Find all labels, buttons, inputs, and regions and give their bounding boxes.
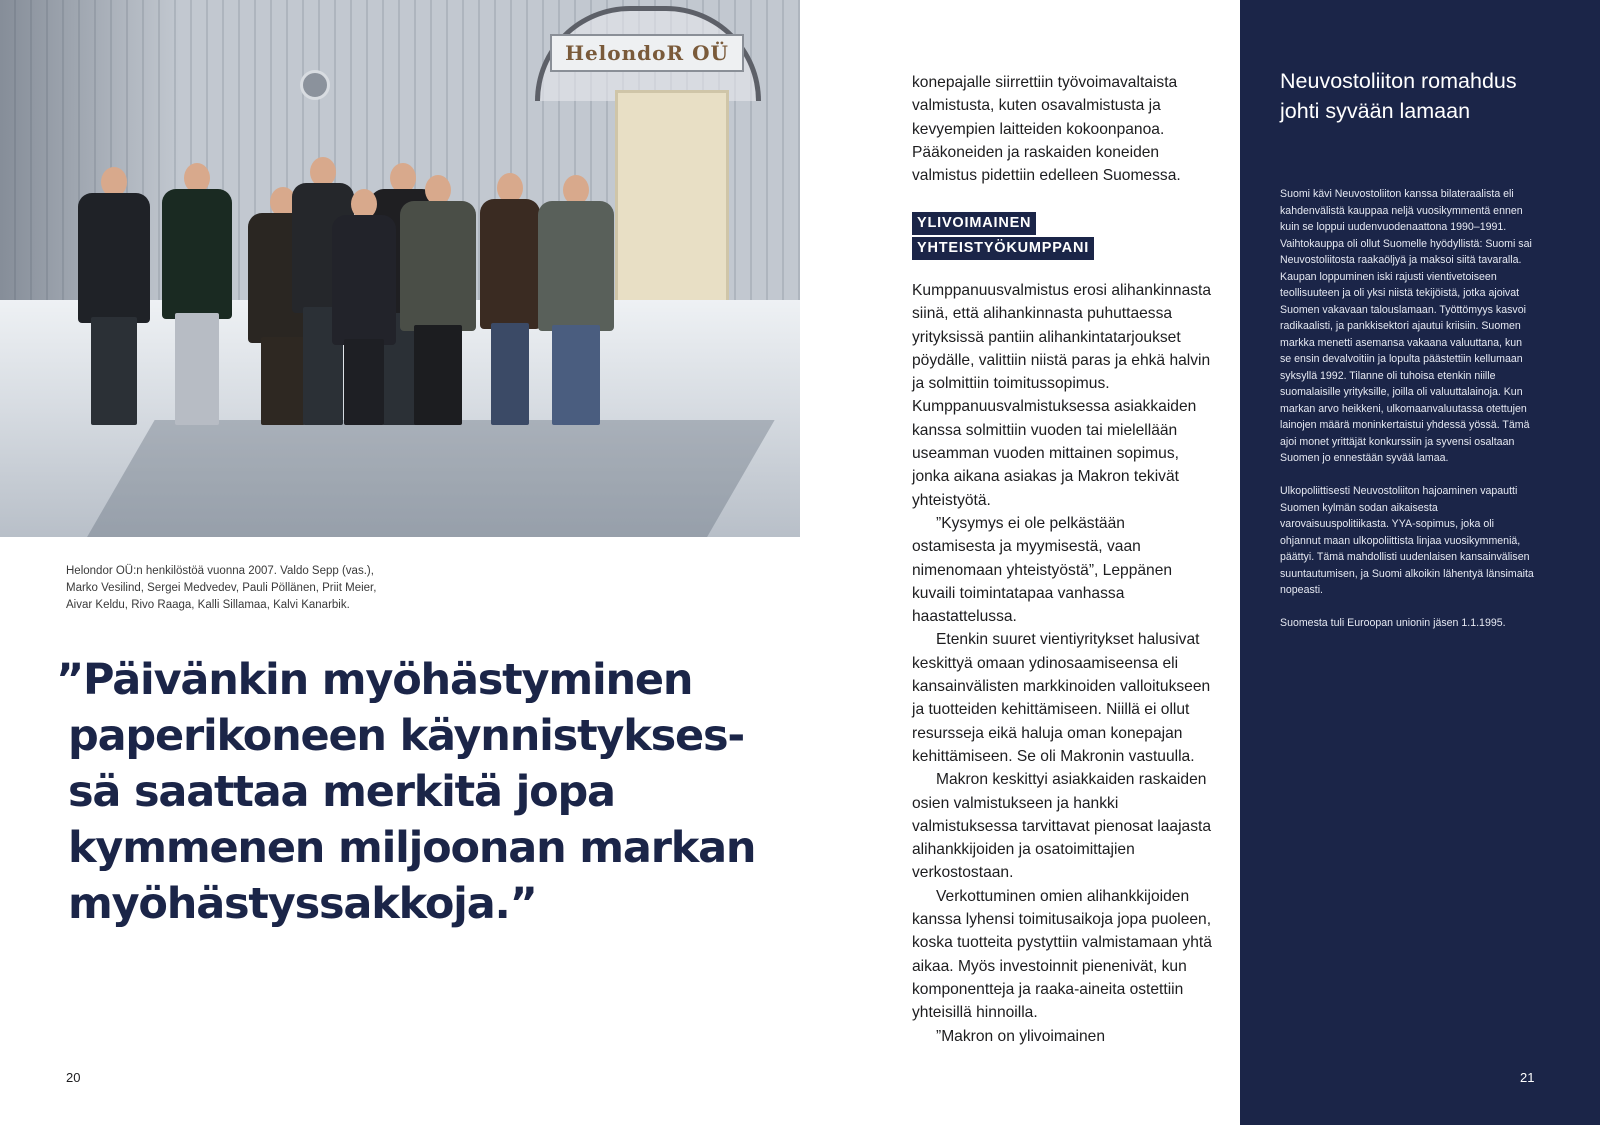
info-sidebar [1240, 0, 1600, 1125]
sidebar-title: Neuvostoliiton romahdus johti syvään lamaan [1280, 69, 1517, 123]
section-heading-line: YLIVOIMAINEN [912, 212, 1036, 235]
sidebar-paragraph: Suomesta tuli Euroopan unionin jäsen 1.1.1995. [1280, 617, 1506, 629]
body-paragraph: Makron keskittyi asiakkaiden raskaiden osien valmistukseen ja hankki valmistuksessa tarvittavat pienosat laajasta alihankkijoiden ja osatoimittajien verkostostaan. [912, 771, 1212, 882]
sidebar-paragraph: Ulkopoliittisesti Neuvostoliiton hajoaminen vapautti Suomen kylmän sodan aikaisesta varovaisuuspolitiikasta. YYA-sopimus, joka oli ohjannut maan ulkopoliittista linjaa vuosikymmeniä, päättyi. Tämä mahdollisti uudenlaisen kansainvälisen suuntautumisen, ja Suomi alkoikin lähentyä länsimaita nopeasti. [1280, 485, 1534, 596]
person [162, 163, 232, 425]
sidebar-paragraph: Suomi kävi Neuvostoliiton kanssa bilateraalista eli kahdenvälistä kauppaa neljä vuosikymmentä ennen kuin se loppui uudenvuodenaattona 1990–1991. Vaihtokauppa oli ollut Suomelle hyödyllistä: Suomi sai Neuvostoliitosta raakaöljyä ja maksoi siitä tavaralla. Kaupan loppuminen iski rajusti vientivetoiseen teollisuuteen ja oli yksi niistä tekijöistä, jotka ajoivat Suomen vakavaan talouslamaan. Työttömyys kasvoi radikaalisti, ja pankkisektori ajautui kriisiin. Suomen markka menetti asemansa vakaana valuuttana, kun se ensin devalvoitiin ja lopulta päästettiin kellumaan syksyllä 1992. Tilanne oli tuhoisa etenkin niille suomalaisille yrityksille, joilla oli valuuttalainoja. Kun markan arvo heikkeni, ulkomaanvaluutassa otettujen lainojen määrä moninkertaistui yhdessä yössä. Tämä ajoi monet yrittäjät konkurssiin ja syvensi osaltaan Suomen jo ennestään syvää lamaa. [1280, 188, 1532, 464]
page-number-right: 21 [1520, 1070, 1535, 1085]
group-of-people [70, 155, 640, 425]
person [400, 175, 476, 425]
body-paragraph: Verkottuminen omien alihankkijoiden kanssa lyhensi toimitusaikoja jopa puoleen, koska tuotteita pystyttiin valmistamaan yhtä aikaa. Myös investoinnit pienenivät, kun komponenttеja ja raaka-aineita ostettiin yhteisillä hinnoilla. [912, 887, 1212, 1022]
person [332, 189, 396, 425]
body-paragraph: Kumppanuusvalmistus erosi alihankinnasta siinä, että alihankinnasta puhuttaessa yrityksissä pantiin alihankintatarjoukset pöydälle, valittiin niistä paras ja ehkä halvin ja solmittiin toimitussopimus. Kumppanuusvalmistuksessa asiakkaiden kanssa solmittiin vuoden tai mielellään useamman vuoden mittainen sopimus, jonka aikana asiakas ja Makron tekivät yhteistyötä. [912, 282, 1212, 509]
group-photo [0, 0, 800, 537]
body-paragraph: Etenkin suuret vientiyritykset halusivat keskittyä omaan ydinosaamiseensa eli kansainvälisten markkinoiden valloitukseen ja tuotteiden kehittämiseen. Niillä ei ollut resursseja eikä haluja oman konepajan kehittämiseen. Se oli Makronin vastuulla. [912, 631, 1211, 765]
round-vent [300, 70, 330, 100]
text-column-body [912, 279, 1212, 1048]
building-sign: HelondoR OÜ [550, 34, 744, 72]
person [538, 175, 614, 425]
person [480, 173, 540, 425]
body-paragraph: ”Makron on ylivoimainen [936, 1027, 1106, 1045]
text-column-top [912, 71, 1212, 187]
photo-caption: Helondor OÜ:n henkilöstöä vuonna 2007. Valdo Sepp (vas.), Marko Vesilind, Sergei Medvedev, Pauli Pöllänen, Priit Meier, Aivar Keldu, Rivo Raaga, Kalli Sillamaa, Kalvi Kanarbik. [66, 565, 377, 611]
body-paragraph: konepajalle siirrettiin työvoimavaltaista valmistusta, kuten osavalmistusta ja kevyempien laitteiden kokoonpanoa. Pääkoneiden ja raskaiden koneiden valmistus pidettiin edelleen Suomessa. [912, 74, 1181, 185]
section-heading-line: YHTEISTYÖKUMPPANI [912, 237, 1094, 260]
section-heading [912, 212, 1094, 262]
pull-quote: ”Päivänkin myöhästyminen paperikoneen käynnistykses-sä saattaa merkitä jopa kymmenen miljoonan markan myöhästyssakkoja.” [56, 655, 756, 929]
sidebar-text [1280, 186, 1536, 648]
body-paragraph: ”Kysymys ei ole pelkästään ostamisesta ja myymisestä, vaan nimenomaan yhteistyöstä”, Leppänen kuvaili toimintatapaa vanhassa haastattelussa. [912, 514, 1173, 626]
person [78, 167, 150, 425]
page-number-left: 20 [66, 1070, 81, 1085]
